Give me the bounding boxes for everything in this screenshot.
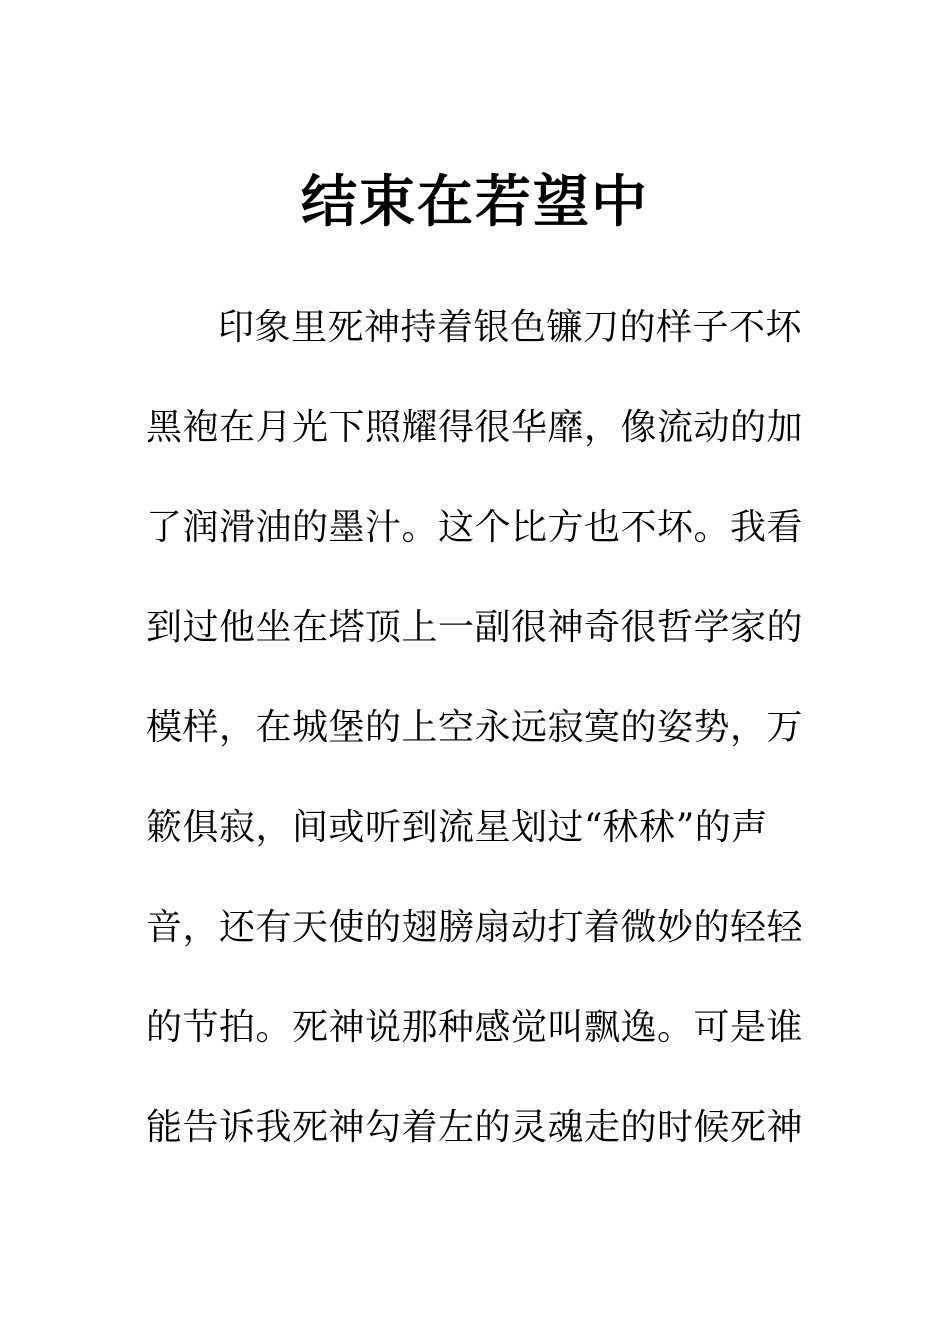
text-line: 能告诉我死神勾着左的灵魂走的时候死神 bbox=[146, 1107, 804, 1148]
text-line: 簌俱寂，间或听到流星划过“秫秫”的声 bbox=[146, 807, 768, 848]
text-line: 音，还有天使的翅膀扇动打着微妙的轻轻 bbox=[146, 907, 804, 948]
text-line: 了润滑油的墨汁。这个比方也不坏。我看 bbox=[146, 507, 804, 548]
text-line: 的节拍。死神说那种感觉叫飘逸。可是谁 bbox=[146, 1007, 804, 1048]
text-line: 黑袍在月光下照耀得很华靡，像流动的加 bbox=[146, 407, 804, 448]
body-paragraph bbox=[146, 298, 806, 1198]
text-line: 印象里死神持着银色镰刀的样子不坏 bbox=[218, 307, 803, 348]
text-line: 模样，在城堡的上空永远寂寞的姿势，万 bbox=[146, 707, 804, 748]
text-line: 到过他坐在塔顶上一副很神奇很哲学家的 bbox=[146, 607, 804, 648]
document-title: 结束在若望中 bbox=[301, 168, 649, 235]
